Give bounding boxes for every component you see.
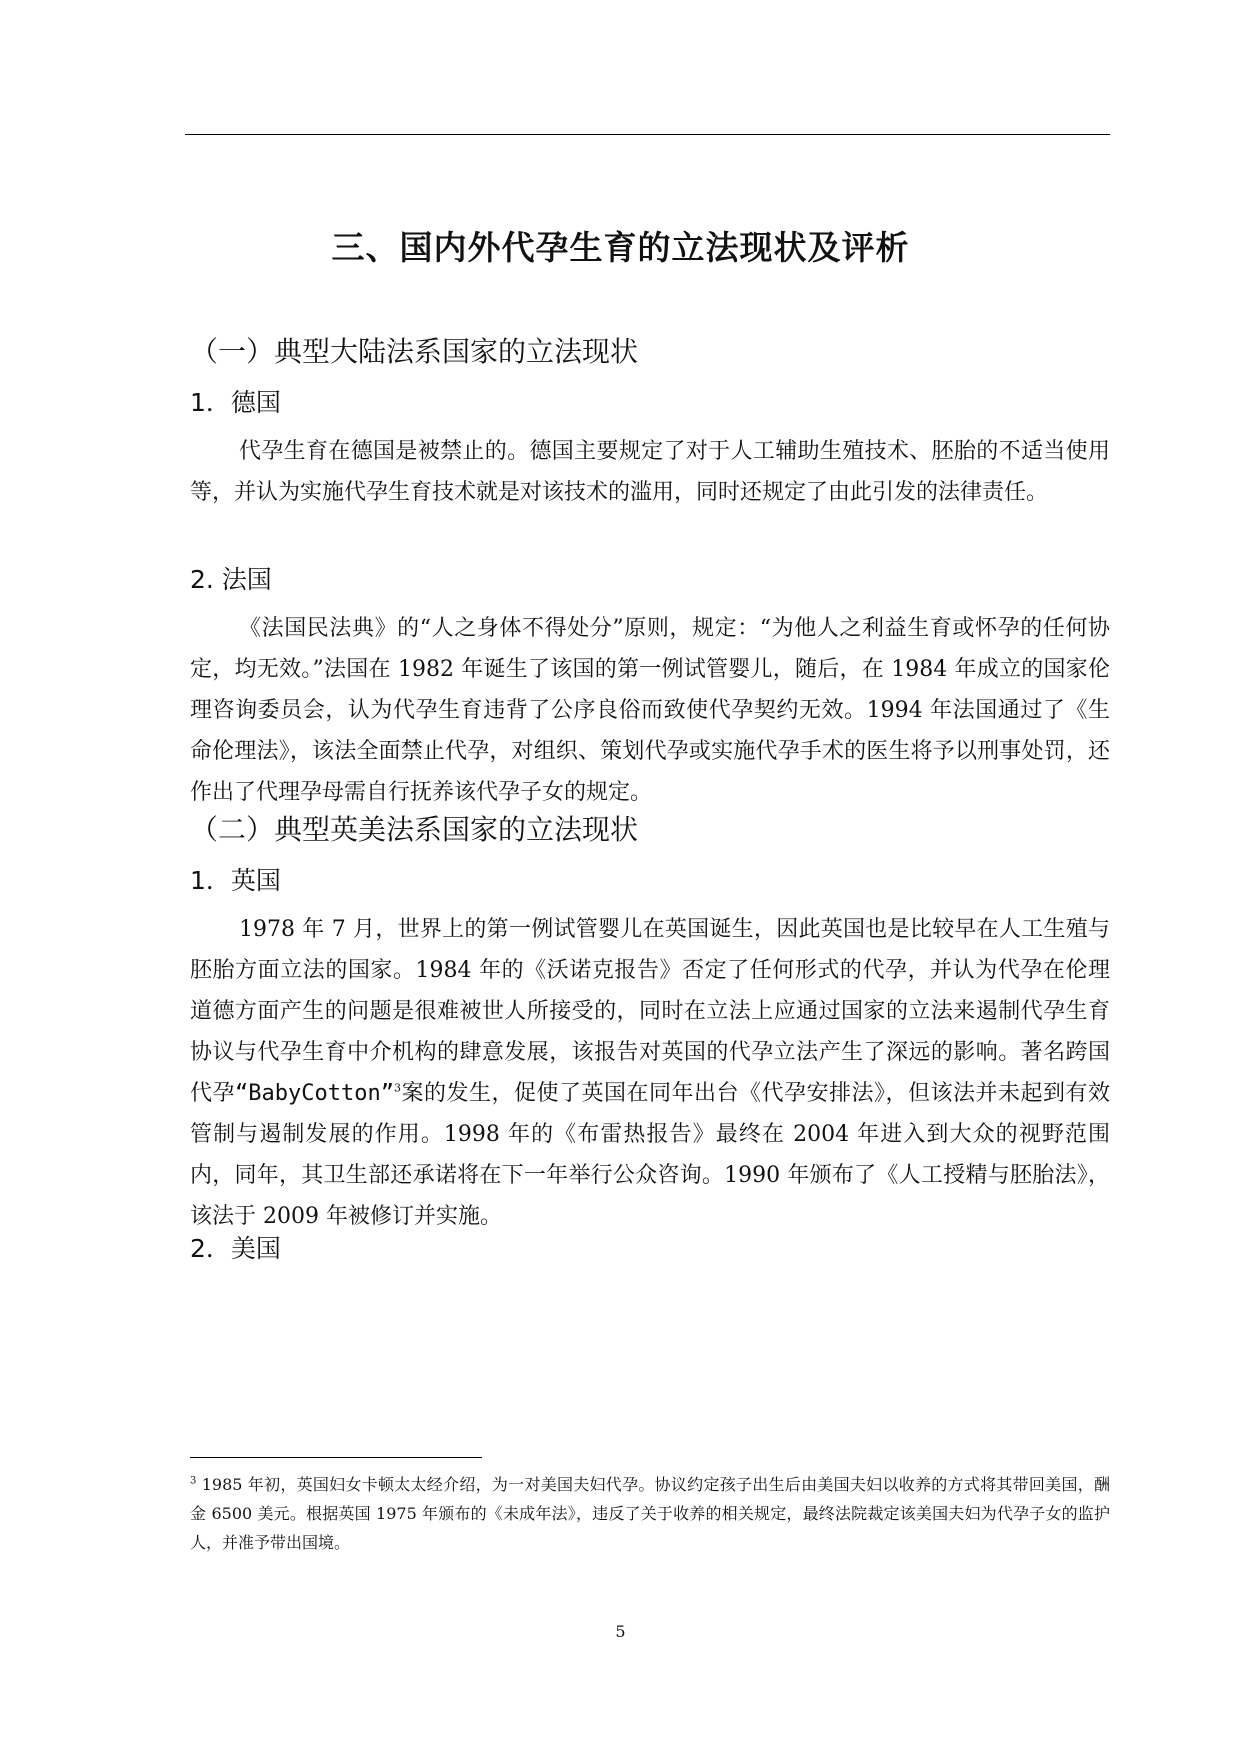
subheading-uk: 1．英国 [190, 866, 281, 895]
subheading-usa: 2．美国 [190, 1234, 281, 1263]
footnote-rule [190, 1457, 482, 1458]
paragraph-germany: 代孕生育在德国是被禁止的。德国主要规定了对于人工辅助生殖技术、胚胎的不适当使用等，并认为实施代孕生育技术就是对该技术的滥用，同时还规定了由此引发的法律责任。 [190, 439, 1110, 505]
paragraph-uk [190, 909, 1110, 1237]
subheading-germany: 1．德国 [190, 388, 281, 417]
footnote [190, 1470, 1110, 1557]
footnote-text: 1985 年初，英国妇女卡顿太太经介绍，为一对美国夫妇代孕。协议约定孩子出生后由美国夫妇以收养的方式将其带回美国，酬金 6500 美元。根据英国 1975 年颁布的《未成年法》，违反了关于收养的相关规定，最终法院裁定该美国夫妇为代孕子女的监护人，并准予带出国境。 [190, 1475, 1110, 1552]
header-rule [185, 134, 1110, 135]
paragraph-uk-text-1: 1978 年 7 月，世界上的第一例试管婴儿在英国诞生，因此英国也是比较早在人工生殖与胚胎方面立法的国家。1984 年的《沃诺克报告》否定了任何形式的代孕，并认为代孕在伦理道德方面产生的问题是很难被世人所接受的，同时在立法上应通过国家的立法来遏制代孕生育协议与代孕生育中介机构的肆意发展，该报告对英国的代孕立法产生了深远的影响。著名跨国代孕 [190, 917, 1110, 1106]
chapter-title: 三、国内外代孕生育的立法现状及评析 [331, 228, 910, 267]
page-number: 5 [615, 1622, 626, 1641]
case-name-babycotton: “BabyCotton” [235, 1081, 394, 1106]
subheading-france: 2. 法国 [190, 565, 272, 594]
footnote-reference[interactable]: 3 [393, 1081, 401, 1095]
section-heading-common-law: （二）典型英美法系国家的立法现状 [190, 813, 639, 846]
paragraph-france: 《法国民法典》的“人之身体不得处分”原则，规定：“为他人之利益生育或怀孕的任何协定，均无效。”法国在 1982 年诞生了该国的第一例试管婴儿，随后，在 1984 年成立的国家伦理咨询委员会，认为代孕生育违背了公序良俗而致使代孕契约无效。1994 年法国通过了《生命伦理法》，该法全面禁止代孕，对组织、策划代孕或实施代孕手术的医生将予以刑事处罚，还作出了代理孕母需自行抚养该代孕子女的规定。 [190, 616, 1110, 805]
footnote-marker: 3 [190, 1475, 197, 1487]
paragraph-uk-text-2: 案的发生，促使了英国在同年出台《代孕安排法》，但该法并未起到有效管制与遏制发展的作用。1998 年的《布雷热报告》最终在 2004 年进入到大众的视野范围内，同年，其卫生部还承诺将在下一年举行公众咨询。1990 年颁布了《人工授精与胚胎法》，该法于 2009 年被修订并实施。 [190, 1081, 1110, 1229]
section-heading-civil-law: （一）典型大陆法系国家的立法现状 [190, 335, 639, 368]
